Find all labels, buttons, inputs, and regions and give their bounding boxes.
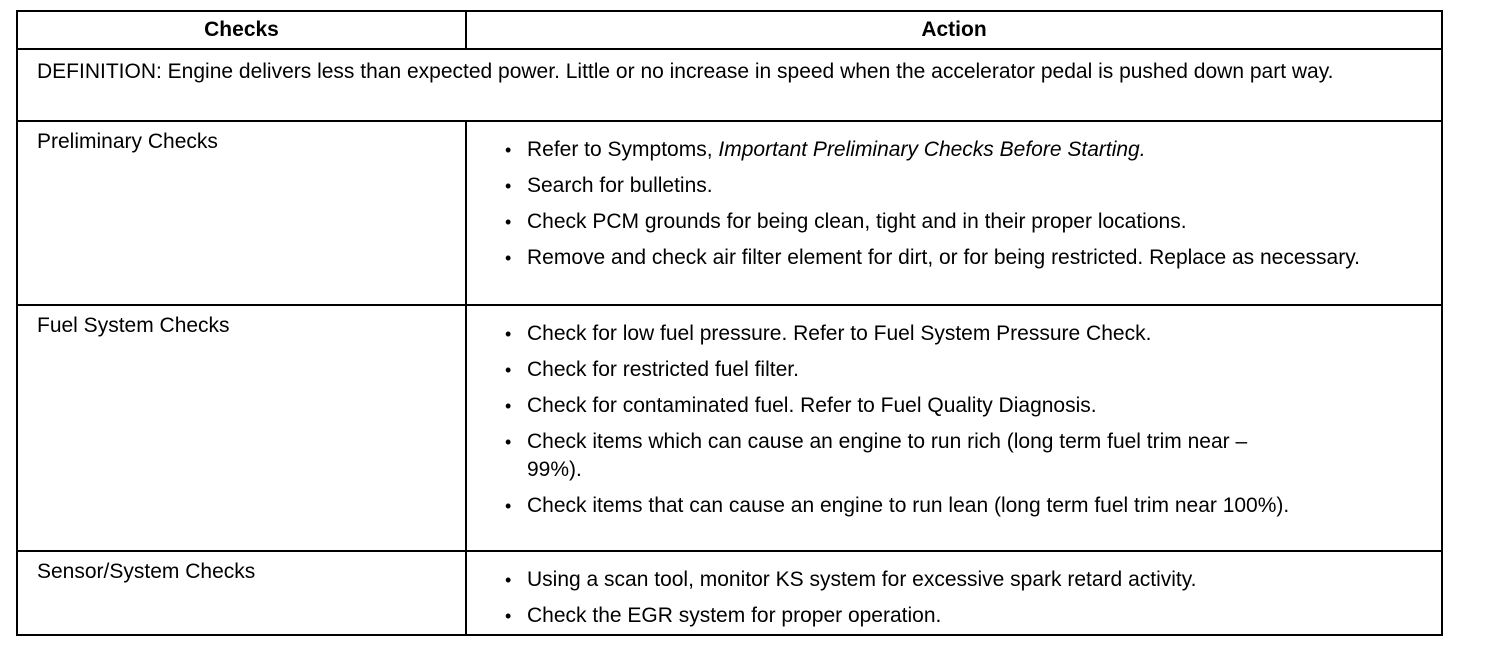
column-header-checks: Checks [17,11,466,49]
list-item [505,320,1421,348]
bullet-icon: • [505,496,512,516]
column-header-action: Action [466,11,1442,49]
table-row [17,121,1442,305]
list-item [505,392,1421,420]
list-item [505,566,1421,594]
list-item [505,428,1421,484]
action-text: Refer to Symptoms, [527,138,719,161]
bullet-icon: • [505,140,512,160]
bullet-icon: • [505,248,512,268]
action-text: Check the EGR system for proper operation. [527,604,942,627]
action-text: Remove and check air filter element for dirt, or for being restricted. Replace as necessary. [527,246,1360,269]
definition-text: DEFINITION: Engine delivers less than expected power. Little or no increase in speed when the accelerator pedal is pushed down part way. [17,49,1442,121]
action-list [505,136,1421,272]
action-text: Check for contaminated fuel. Refer to Fuel Quality Diagnosis. [527,394,1097,417]
bullet-icon: • [505,432,512,452]
table-header-row [17,11,1442,49]
list-item [505,136,1421,164]
diagnostic-table [16,10,1443,636]
list-item [505,172,1421,200]
check-label-fuel-system: Fuel System Checks [17,305,466,551]
bullet-icon: • [505,360,512,380]
action-cell-fuel-system [466,305,1442,551]
action-list [505,566,1421,630]
list-item [505,208,1421,236]
bullet-icon: • [505,176,512,196]
check-label-sensor-system: Sensor/System Checks [17,551,466,635]
action-list [505,320,1421,520]
definition-row [17,49,1442,121]
action-text: Using a scan tool, monitor KS system for excessive spark retard activity. [527,568,1197,591]
list-item [505,244,1421,272]
list-item [505,602,1421,630]
bullet-icon: • [505,606,512,626]
list-item [505,492,1421,520]
action-text: Check PCM grounds for being clean, tight and in their proper locations. [527,210,1187,233]
list-item [505,356,1421,384]
check-label-preliminary: Preliminary Checks [17,121,466,305]
bullet-icon: • [505,396,512,416]
bullet-icon: • [505,324,512,344]
table-row [17,551,1442,635]
action-text: Check items which can cause an engine to run rich (long term fuel trim near –99%). [527,430,1248,481]
action-text-italic: Important Preliminary Checks Before Starting. [718,138,1146,161]
action-text: Check for restricted fuel filter. [527,358,799,381]
action-text: Search for bulletins. [527,174,713,197]
table-row [17,305,1442,551]
action-text: Check for low fuel pressure. Refer to Fuel System Pressure Check. [527,322,1152,345]
bullet-icon: • [505,570,512,590]
bullet-icon: • [505,212,512,232]
action-text: Check items that can cause an engine to run lean (long term fuel trim near 100%). [527,494,1290,517]
action-cell-preliminary [466,121,1442,305]
action-cell-sensor-system [466,551,1442,635]
